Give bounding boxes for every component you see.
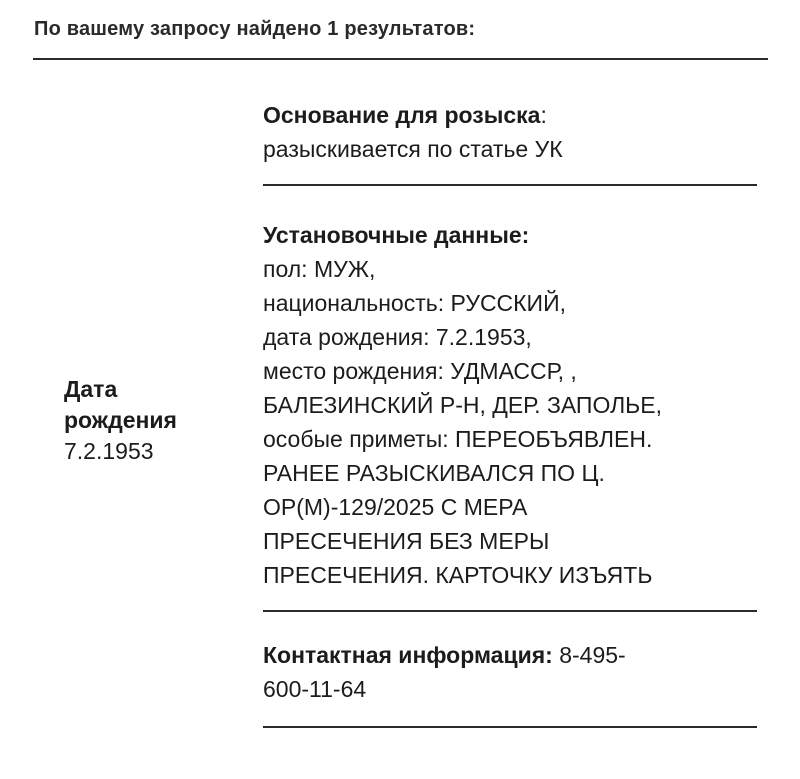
contact-label: Контактная информация: xyxy=(263,642,553,668)
reason-colon: : xyxy=(540,102,547,128)
reason-section xyxy=(263,98,763,166)
ident-special-marks: особые приметы: ПЕРЕОБЪЯВЛЕН. xyxy=(263,426,653,452)
dob-value: 7.2.1953 xyxy=(64,438,154,464)
ident-nationality: национальность: РУССКИЙ, xyxy=(263,290,567,316)
contact-section xyxy=(263,638,763,706)
results-count-header: По вашему запросу найдено 1 результатов: xyxy=(34,18,476,40)
ident-birthplace: место рождения: УДМАССР, , xyxy=(263,358,577,384)
ident-notes-1: РАНЕЕ РАЗЫСКИВАЛСЯ ПО Ц. xyxy=(263,460,605,486)
record-details xyxy=(263,98,763,728)
ident-sex: пол: МУЖ, xyxy=(263,256,376,282)
header-divider xyxy=(33,58,768,60)
section-divider xyxy=(263,610,757,612)
ident-birthdate: дата рождения: 7.2.1953, xyxy=(263,324,532,350)
dob-column xyxy=(64,374,234,467)
ident-notes-3: ПРЕСЕЧЕНИЯ БЕЗ МЕРЫ xyxy=(263,528,550,554)
ident-notes-2: ОР(М)-129/2025 С МЕРА xyxy=(263,494,528,520)
section-divider xyxy=(263,184,757,186)
reason-value: разыскивается по статье УК xyxy=(263,136,563,162)
identification-section xyxy=(263,218,763,592)
contact-phone-part2[interactable]: 600-11-64 xyxy=(263,676,367,702)
reason-label: Основание для розыска xyxy=(263,102,541,128)
section-divider xyxy=(263,726,757,728)
ident-birthplace-cont: БАЛЕЗИНСКИЙ Р-Н, ДЕР. ЗАПОЛЬЕ, xyxy=(263,392,662,418)
dob-label: Дата рождения xyxy=(64,376,177,433)
identification-label: Установочные данные: xyxy=(263,222,530,248)
contact-phone-part1[interactable]: 8-495- xyxy=(559,642,626,668)
ident-notes-4: ПРЕСЕЧЕНИЯ. КАРТОЧКУ ИЗЪЯТЬ xyxy=(263,562,653,588)
